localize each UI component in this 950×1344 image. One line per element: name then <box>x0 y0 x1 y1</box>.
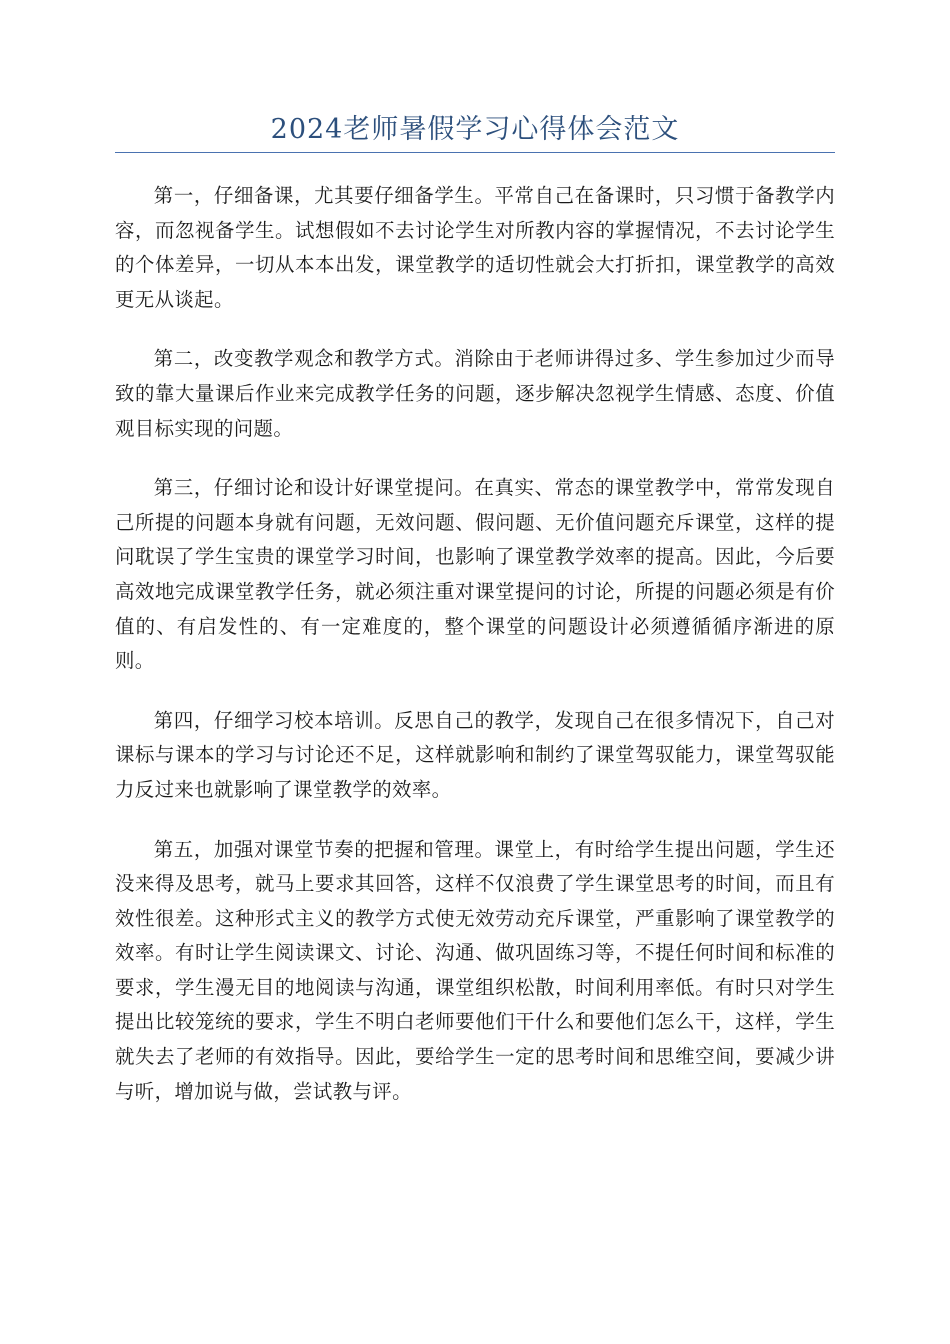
document-title: 2024老师暑假学习心得体会范文 <box>270 114 680 145</box>
paragraph-1: 第一，仔细备课，尤其要仔细备学生。平常自己在备课时，只习惯于备教学内容，而忽视备学生。试想假如不去讨论学生对所教内容的掌握情况，不去讨论学生的个体差异，一切从本本出发，课堂教学的适切性就会大打折扣，课堂教学的高效更无从谈起。 <box>115 184 835 311</box>
document-page <box>115 108 835 1134</box>
paragraph-5: 第五，加强对课堂节奏的把握和管理。课堂上，有时给学生提出问题，学生还没来得及思考，就马上要求其回答，这样不仅浪费了学生课堂思考的时间，而且有效性很差。这种形式主义的教学方式使无效劳动充斥课堂，严重影响了课堂教学的效率。有时让学生阅读课文、讨论、沟通、做巩固练习等，不提任何时间和标准的要求，学生漫无目的地阅读与沟通，课堂组织松散，时间利用率低。有时只对学生提出比较笼统的要求，学生不明白老师要他们干什么和要他们怎么干，这样，学生就失去了老师的有效指导。因此，要给学生一定的思考时间和思维空间，要减少讲与听，增加说与做，尝试教与评。 <box>115 837 835 1103</box>
paragraph-3: 第三，仔细讨论和设计好课堂提问。在真实、常态的课堂教学中，常常发现自己所提的问题本身就有问题，无效问题、假问题、无价值问题充斥课堂，这样的提问耽误了学生宝贵的课堂学习时间，也影响了课堂教学效率的提高。因此，今后要高效地完成课堂教学任务，就必须注重对课堂提问的讨论，所提的问题必须是有价值的、有启发性的、有一定难度的，整个课堂的问题设计必须遵循循序渐进的原则。 <box>115 476 835 673</box>
paragraph-4: 第四，仔细学习校本培训。反思自己的教学，发现自己在很多情况下，自己对课标与课本的学习与讨论还不足，这样就影响和制约了课堂驾驭能力，课堂驾驭能力反过来也就影响了课堂教学的效率。 <box>115 708 835 801</box>
paragraph-2: 第二，改变教学观念和教学方式。消除由于老师讲得过多、学生参加过少而导致的靠大量课后作业来完成教学任务的问题，逐步解决忽视学生情感、态度、价值观目标实现的问题。 <box>115 347 835 440</box>
title-underline <box>115 152 835 153</box>
document-body <box>115 179 835 1109</box>
